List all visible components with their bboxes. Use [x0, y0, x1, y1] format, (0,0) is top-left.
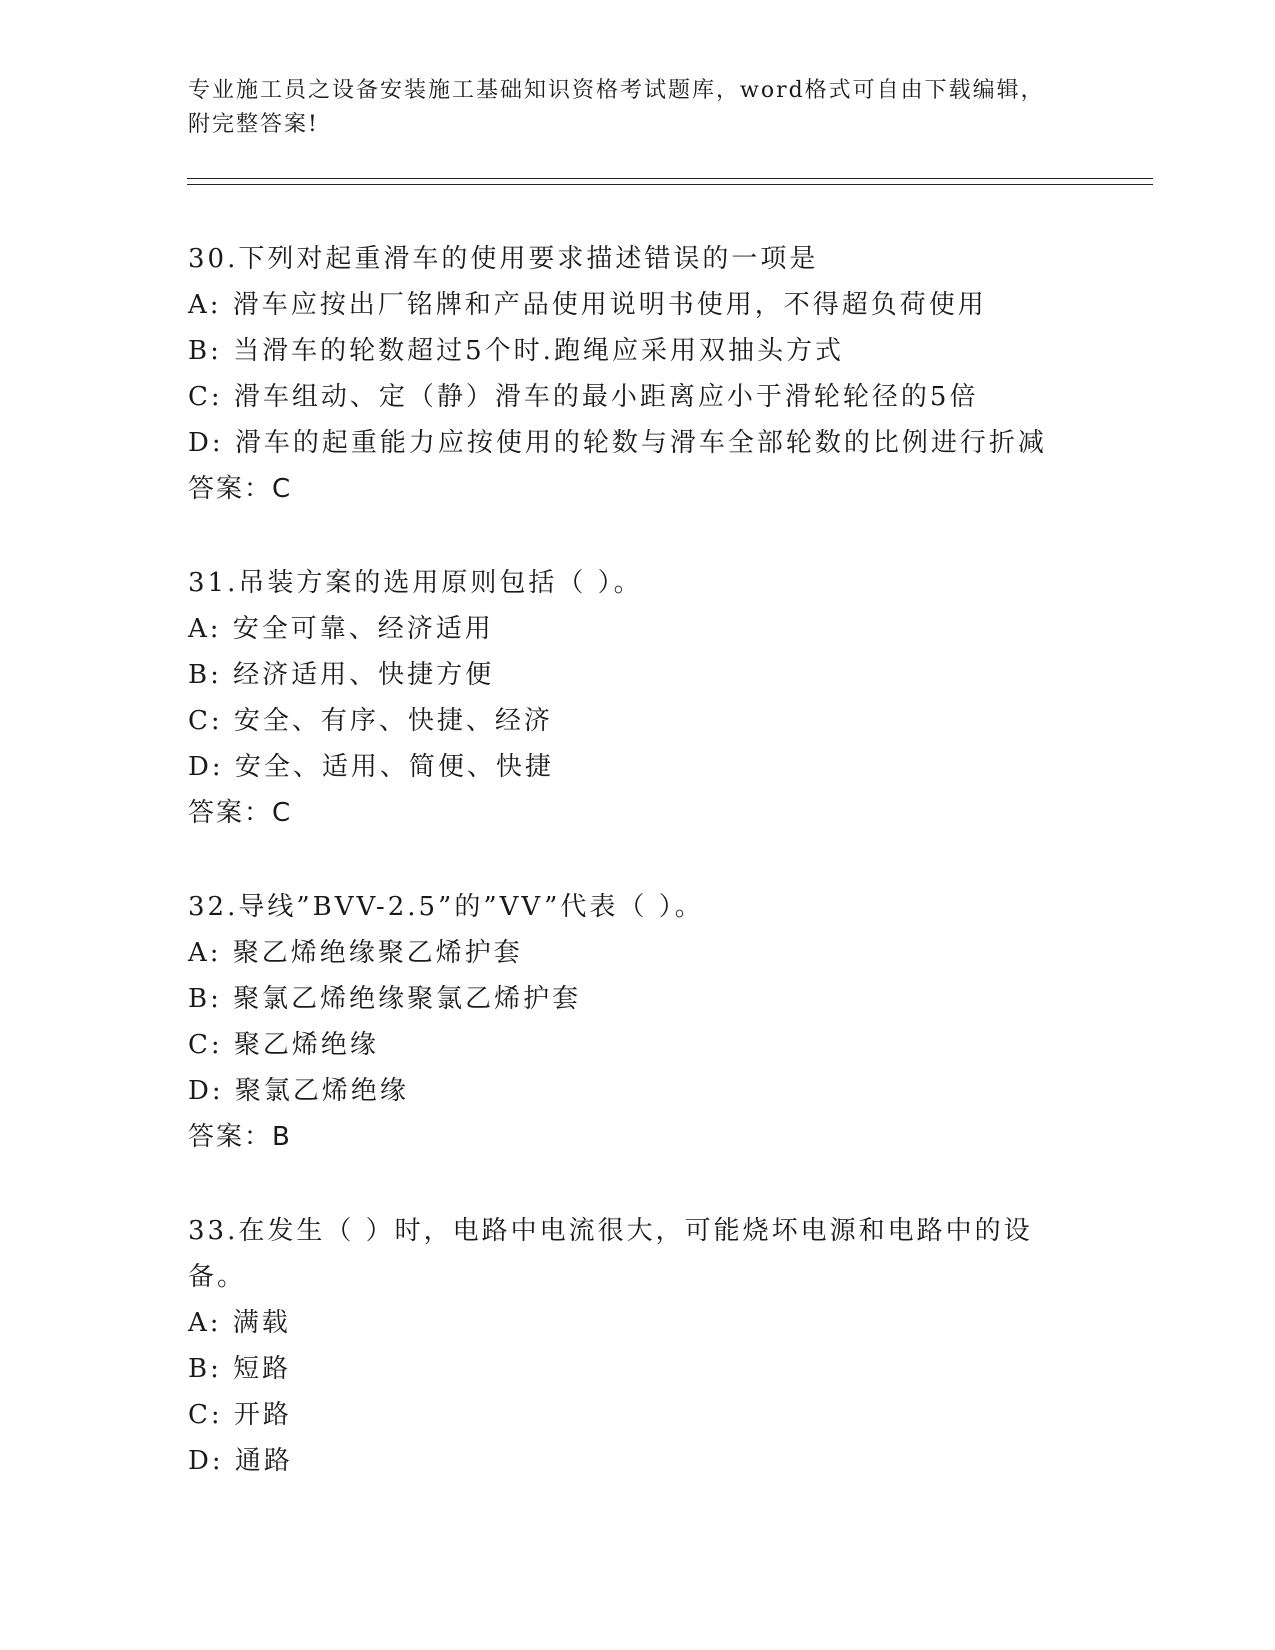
- question-stem: 31.吊装方案的选用原则包括（ ）。: [188, 568, 643, 598]
- option-c: C: 开路: [188, 1400, 292, 1430]
- option-c: C: 安全、有序、快捷、经济: [188, 706, 553, 736]
- option-d: D: 聚氯乙烯绝缘: [188, 1076, 409, 1106]
- header-divider-top: [187, 178, 1153, 179]
- question-31: [188, 560, 1088, 836]
- option-a: A: 满载: [188, 1308, 291, 1338]
- document-header: [188, 74, 1068, 142]
- option-b: B: 经济适用、快捷方便: [188, 660, 495, 690]
- question-list: [188, 236, 1088, 1532]
- option-d: D: 通路: [188, 1446, 293, 1476]
- answer-text: 答案：C: [188, 798, 293, 828]
- option-c: C: 滑车组动、定（静）滑车的最小距离应小于滑轮轮径的5倍: [188, 382, 979, 412]
- question-30: [188, 236, 1088, 512]
- option-d: D: 滑车的起重能力应按使用的轮数与滑车全部轮数的比例进行折减: [188, 428, 1047, 458]
- option-c: C: 聚乙烯绝缘: [188, 1030, 379, 1060]
- option-d: D: 安全、适用、简便、快捷: [188, 752, 554, 782]
- option-b: B: 聚氯乙烯绝缘聚氯乙烯护套: [188, 984, 582, 1014]
- question-stem: 33.在发生（ ）时，电路中电流很大，可能烧坏电源和电路中的设备。: [188, 1216, 1033, 1292]
- header-divider-bottom: [187, 184, 1153, 185]
- option-b: B: 短路: [188, 1354, 292, 1384]
- question-stem: 32.导线”BVV-2.5”的”VV”代表（ ）。: [188, 892, 704, 922]
- header-line-1: 专业施工员之设备安装施工基础知识资格考试题库，word格式可自由下载编辑，: [188, 78, 1045, 103]
- question-32: [188, 884, 1088, 1160]
- question-33: [188, 1208, 1088, 1484]
- option-a: A: 滑车应按出厂铭牌和产品使用说明书使用，不得超负荷使用: [188, 290, 987, 320]
- option-b: B: 当滑车的轮数超过5个时.跑绳应采用双抽头方式: [188, 336, 844, 366]
- answer-text: 答案：C: [188, 474, 293, 504]
- answer-text: 答案：B: [188, 1122, 292, 1152]
- option-a: A: 安全可靠、经济适用: [188, 614, 494, 644]
- option-a: A: 聚乙烯绝缘聚乙烯护套: [188, 938, 523, 968]
- header-line-2: 附完整答案!: [188, 112, 319, 137]
- question-stem: 30.下列对起重滑车的使用要求描述错误的一项是: [188, 244, 819, 274]
